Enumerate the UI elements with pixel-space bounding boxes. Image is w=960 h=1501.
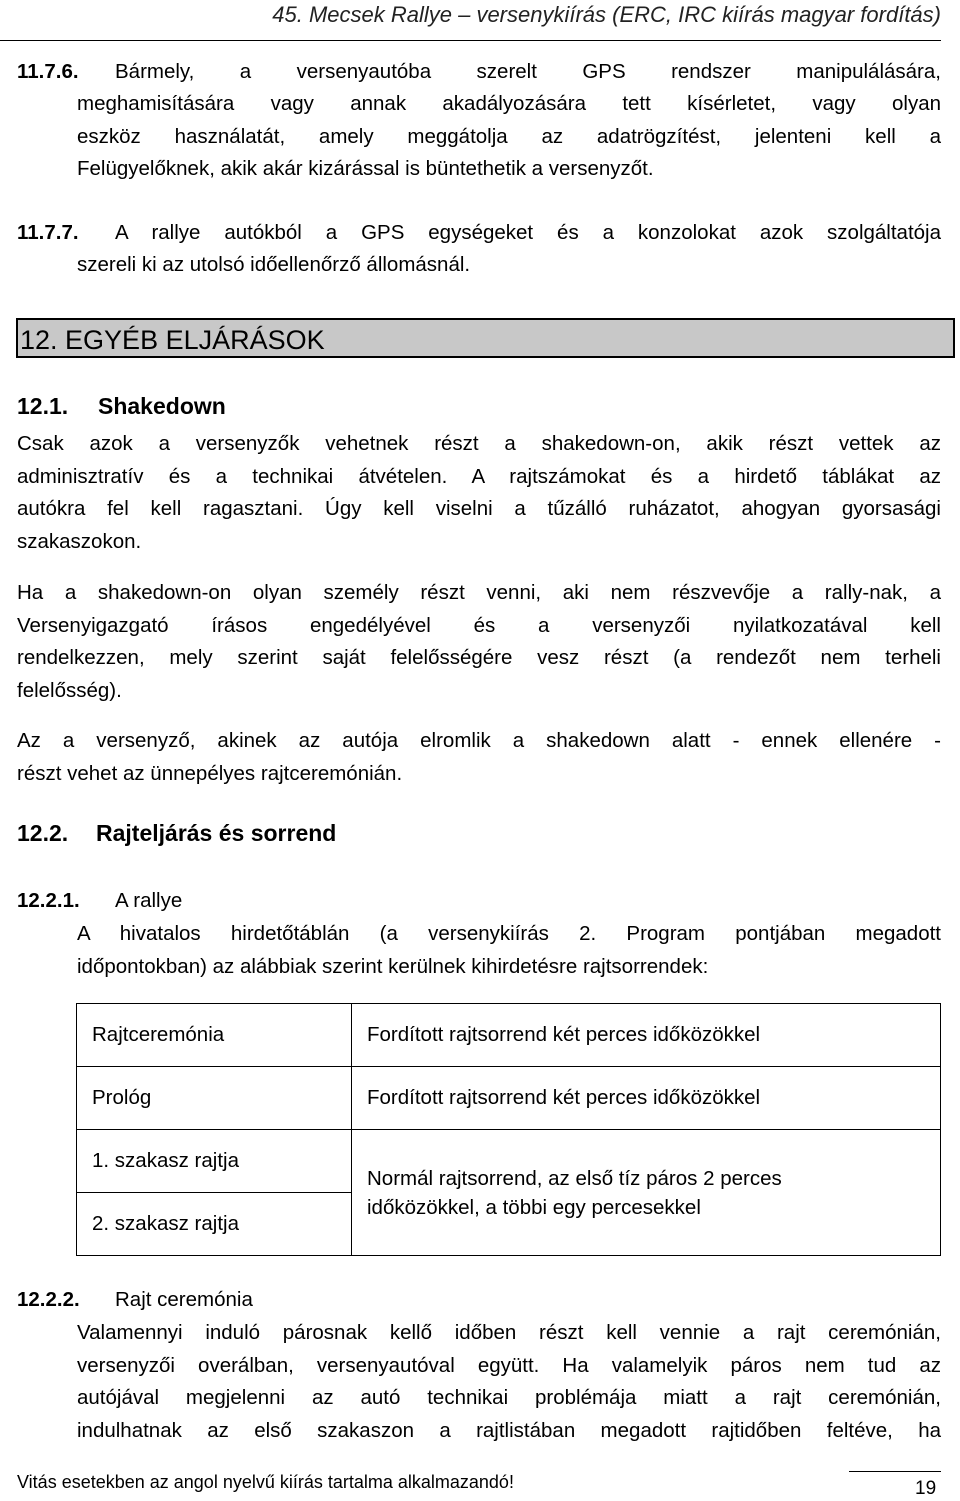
table-row	[77, 1067, 941, 1130]
shakedown-paragraph-3	[17, 725, 941, 790]
text-line: Bármely, a versenyautóba szerelt GPS rendszer manipulálására,	[115, 60, 941, 83]
table-cell: 2. szakasz rajtja	[77, 1193, 352, 1256]
subsection-title: Shakedown	[98, 393, 226, 419]
text-line: autókra fel kell ragasztani. Úgy kell viselni a tűzálló ruházatot, ahogyan gyorsasági	[17, 497, 941, 520]
table-row	[77, 1130, 941, 1193]
shakedown-paragraph-2	[17, 577, 941, 707]
table-cell: 1. szakasz rajtja	[77, 1130, 352, 1193]
paragraph-12-2-1-body	[77, 918, 941, 983]
subsection-12-1-heading	[17, 393, 226, 420]
clause-number: 12.2.	[17, 820, 69, 846]
paragraph-11-7-6-body	[77, 88, 941, 186]
page-header	[0, 0, 941, 41]
text-line: eszköz használatát, amely meggátolja az adatrögzítést, jelenteni kell a	[77, 124, 941, 148]
paragraph-12-2-2	[17, 1284, 941, 1317]
subsection-title: Rajteljárás és sorrend	[96, 820, 337, 846]
clause-number: 12.2.2.	[17, 1288, 80, 1311]
table-row	[77, 1004, 941, 1067]
clause-title: A rallye	[115, 889, 183, 912]
paragraph-12-2-2-body	[77, 1317, 941, 1447]
clause-title: Rajt ceremónia	[115, 1288, 253, 1311]
text-line: Csak azok a versenyzők vehetnek részt a shakedown-on, akik részt vettek az	[17, 432, 941, 455]
table-cell: Fordított rajtsorrend két perces időközökkel	[352, 1004, 941, 1067]
clause-number: 11.7.7.	[17, 221, 79, 244]
text-line: Versenyigazgató írásos engedélyével és a versenyzői nyilatkozatával kell	[17, 613, 941, 637]
text-line: indulhatnak az első szakaszon a rajtlistában megadott rajtidőben feltéve, ha	[77, 1418, 941, 1442]
footer-note: Vitás esetekben az angol nyelvű kiírás tartalma alkalmazandó!	[17, 1472, 514, 1492]
text-line: szereli ki az utolsó időellenőrző állomásnál.	[77, 253, 471, 276]
page-number: 19	[915, 1478, 937, 1499]
text-line: időközökkel, a többi egy percesekkel	[367, 1195, 701, 1219]
table-cell: Rajtceremónia	[77, 1004, 352, 1067]
table-cell-merged	[352, 1130, 941, 1256]
text-line: szakaszokon.	[17, 529, 142, 553]
text-line: Valamennyi induló párosnak kellő időben részt kell vennie a rajt ceremónián,	[77, 1321, 941, 1344]
text-line: felelősség).	[17, 678, 122, 702]
section-heading-box	[16, 318, 955, 358]
text-line: Ha a shakedown-on olyan személy részt venni, aki nem részvevője a rally-nak, a	[17, 581, 941, 604]
text-line: A rallye autókból a GPS egységeket és a konzolokat azok szolgáltatója	[115, 221, 941, 244]
header-title: 45. Mecsek Rallye – versenykiírás (ERC, IRC kiírás magyar fordítás)	[272, 2, 941, 27]
text-line: autójával megjelenni az autó technikai problémája miatt a rajt ceremónián,	[77, 1386, 941, 1409]
paragraph-12-2-1	[17, 885, 941, 918]
text-line: Az a versenyző, akinek az autója elromlik a shakedown alatt - ennek ellenére -	[17, 729, 941, 752]
text-line: rendelkezzen, mely szerint saját felelősségére vesz részt (a rendezőt nem terheli	[17, 646, 941, 669]
text-line: meghamisítására vagy annak akadályozására tett kísérletet, vagy olyan	[77, 92, 941, 115]
text-line: A hivatalos hirdetőtáblán (a versenykiírás 2. Program pontjában megadott	[77, 922, 941, 945]
footer-divider	[849, 1471, 941, 1472]
text-line: Normál rajtsorrend, az első tíz páros 2 perces	[367, 1166, 782, 1190]
text-line: adminisztratív és a technikai átvételen. A rajtszámokat és a hirdető táblákat az	[17, 464, 941, 488]
clause-number: 12.1.	[17, 393, 69, 419]
text-line: Felügyelőknek, akik akár kizárással is büntethetik a versenyzőt.	[77, 157, 654, 180]
subsection-12-2-heading	[17, 820, 337, 847]
start-order-table	[76, 1003, 941, 1256]
paragraph-11-7-7-body	[77, 249, 941, 282]
text-line: részt vehet az ünnepélyes rajtceremónián.	[17, 761, 403, 785]
text-line: időpontokban) az alábbiak szerint kerülnek kihirdetésre rajtsorrendek:	[77, 954, 709, 978]
table-cell: Fordított rajtsorrend két perces időközökkel	[352, 1067, 941, 1130]
clause-number: 12.2.1.	[17, 889, 80, 912]
text-line: versenyzői overálban, versenyautóval együtt. Ha valamelyik páros nem tud az	[77, 1353, 941, 1377]
shakedown-paragraph-1	[17, 428, 941, 558]
clause-number: 11.7.6.	[17, 60, 79, 83]
section-title: 12. EGYÉB ELJÁRÁSOK	[20, 325, 325, 355]
table-cell: Prológ	[77, 1067, 352, 1130]
